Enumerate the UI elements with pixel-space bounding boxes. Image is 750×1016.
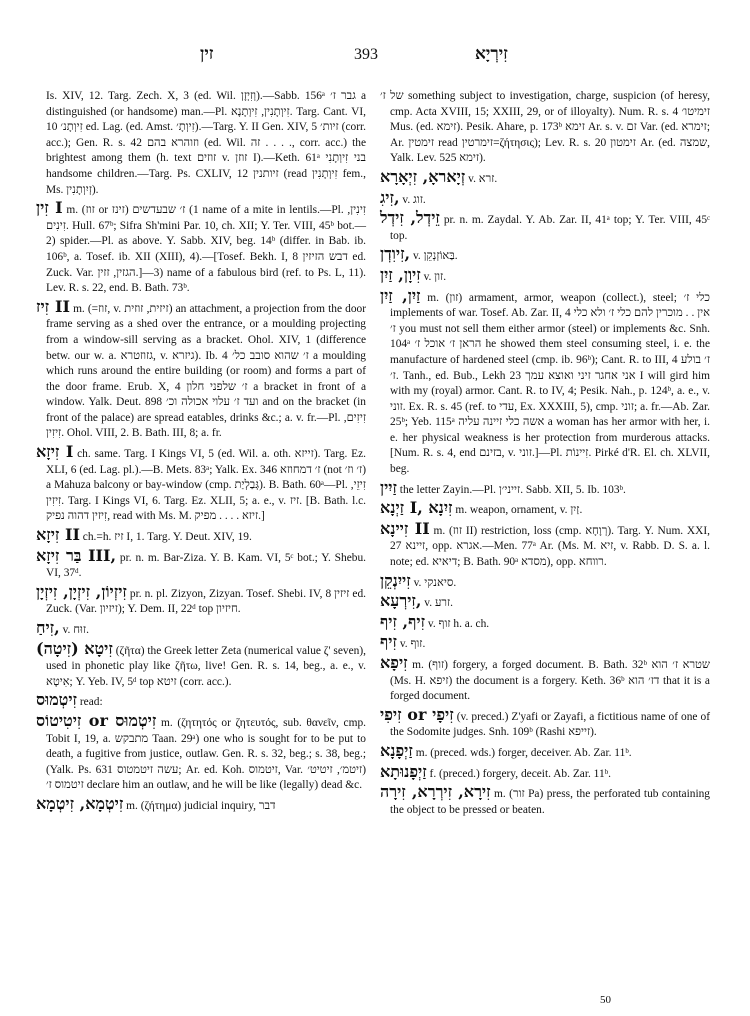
- entry-definition: read:: [79, 696, 103, 709]
- entry-definition: v. זוף h. a. ch.: [427, 617, 490, 630]
- entry-definition: (ζῆτα) the Greek letter Zeta (numerical value ζ' seven), used in phonetic play like ζῆτω, live! Gen. R. s. 14, beg., a. e., v. אִיטָא; Y. Yeb. IV, 5ᵈ top זיטא (corr. acc.).: [46, 644, 366, 688]
- dictionary-entry: [36, 547, 366, 582]
- dictionary-entry: [36, 298, 366, 442]
- dictionary-entry: [380, 654, 710, 705]
- entry-headword: זִיזְיוֹן, זִיזְיָן, זִיזְיָן: [36, 581, 127, 601]
- dictionary-entry: [380, 706, 710, 741]
- dictionary-entry: [380, 287, 710, 478]
- entry-headword: זִיטָא (זִיטָה): [36, 638, 113, 658]
- entry-definition: pr. n. pl. Zizyon, Zizyan. Tosef. Shebi. IV, 8 זיזין ed. Zuck. (Var. זיזיון); Y. Dem. II, 22ᵈ top חיזיון.: [46, 587, 366, 616]
- entry-definition: ch. same. Targ. I Kings VI, 5 (ed. Wil. a. oth. זייזא). Targ. Ez. XLI, 6 (ed. Lag. pl.).—B. Mets. 83ᵃ; Yalk. Ex. 346 ז׳ דמחוזא (not ז׳ וז׳) a Mahuza balcony or bay-window (cmp. גְּבַלְיַת). B. Bath. 60ᵃ—Pl. זִיזֵי, זִיזִין. Targ. I Kings VI, 6. Targ. Ez. XLII, 5; a. e., v. זיז. [B. Bath. l.c. זִיזין דהוה נפיק, read with Ms. M. זיזא . . . . מפיק.]: [46, 448, 366, 523]
- entry-headword: זִייִנְקֵן: [380, 570, 411, 590]
- entry-headword: בַּר זִיזָא III,: [36, 545, 117, 565]
- entry-definition: v. זרא.: [468, 172, 498, 185]
- entry-headword: זִירָא, זִירְרָא, זִירָה: [380, 782, 491, 802]
- entry-headword: זִיפִי or זִיפָי: [380, 704, 454, 724]
- entry-definition: m. (זון) armament, armor, weapon (collect.), steel; כלי ז׳ implements of war. Tosef. Ab. Zar. II, 4 אין . . מוכרין להם כלי ז׳ ולא כלי ז׳ you must not sell them either armor (steel) or implements &c. Snh. 104ᵃ הראן ז׳ אוכל ז׳ he showed them steel consuming steel, i. e. the manufacture of hardened steel (cmp. ib. 96ᵇ); Cant. R. to III, 4 ז׳ בולע ז׳. Tanh., ed. Bub., Lekh 23 אני אחגר זיני ואוצא עמך I will gird him with my (royal) armor. Cant. R. to IV, 4; Pesik. Nah., p. 124ᵇ, a. e., v. זוני. Ex. R. s. 45 (ref. to עדי, Ex. XXXIII, 5), cmp. זוני; a. fr.—Ab. Zar. 25ᵇ; Yeb. 115ᵃ אשה כלי זיינה עליה a woman has her armor with her, i. e. her physical weakness is her protection from murderous attacks. [Num. R. s. 4, end בזינם, v. זוני.]—Pl. זִיינוֹת. Pirké d'R. El. ch. XLVII, beg.: [390, 291, 710, 476]
- dictionary-entry: [380, 572, 710, 592]
- entry-headword: זִיזָא I: [36, 442, 74, 462]
- entry-definition: v. זוף.: [399, 638, 426, 651]
- dictionary-entry: [36, 640, 366, 691]
- entry-headword: זִיטְמָא, זִיטְמָא: [36, 793, 124, 813]
- entry-definition: m. (=זוז, v. זיזית, זוזית) an attachment, a projection from the door frame serving as a shed over the entrance, or a moulding projecting from a window-sill serving as a bracket. Ohol. XIV, 1 (difference betw. our w. a. גזוזטרא, v. גיזרא). Ib. 4 ז׳ שהוא סובב כל׳ a moulding which runs around the entire building (or room) and forms a part of the door frame. Erub. X, 4 ז׳ שלפני חלון a bracket in front of a window. Yalk. Deut. 898 ועד ז׳ עלוי אכולה וכ׳ and on the bracket (in front of the palace) are spread eatables, drinks &c.; a. v. fr.—Pl. זִיזִים, זִיזִין. Ohol. VIII, 2. B. Bath. III, 8; a. fr.: [46, 302, 367, 440]
- entry-headword: זִיינָא II: [380, 518, 430, 538]
- entry-definition: Is. XIV, 12. Targ. Zech. X, 3 (ed. Wil. וְזִיְזָן).—Sabb. 156ᵃ גבר ז׳ a distinguished (or handsome) man.—Pl. זִיוְתָנִין, זִיוְתָנָא. Targ. Cant. VI, 10 זִיוְתָנ׳ ed. Lag. (ed. Amst. זִיוְתָ׳).—Targ. Y. II Gen. XIV, 5 זיות׳ (corr. acc.); Gen. R. s. 42 וזוהרא בהם (ed. Wil. זה . . . ., corr. acc.) the brightest among them (h. text זוזים v. זוזן I).—Keth. 61ᵃ בני זִיוְתָנִי handsome children.—Targ. Ps. CXLIV, 12 זיותנין (read זִיוְתָנִין fem., Ms. זְיִוְתָנִין).: [46, 90, 367, 196]
- entry-headword: זַיִין: [380, 477, 397, 497]
- dictionary-entry: [380, 783, 710, 818]
- entry-definition: v. זון.: [423, 270, 447, 283]
- dictionary-entry: [36, 583, 366, 618]
- dictionary-entry: [380, 89, 710, 167]
- entry-definition: m. (ζητητός or ζητευτός, sub. θανεῖν, cmp. Tobit I, 19, a. מתבקש Taan. 29ᵃ) one who is sought for to be put to death, a fugitive from justice, outlaw. Gen. R. s. 32, beg.; s. 38, beg.; (Yalk. Ps. 631 עשה זיטמטוס; Ar. ed. Koh. זיטמוס, Var. זיטמ׳, זיטיט׳) זיטמוס ז׳ declare him an outlaw, and he will be like (legally) dead &c.: [46, 716, 367, 792]
- dictionary-entry: [380, 168, 710, 188]
- entry-definition: של ז׳ something subject to investigation, charge, suspicion (of heresy, cmp. Acta XVIII, 15; XXIII, 29, or of illoyalty). Num. R. s. 4 זימיטו׳ Mus. (ed. זימא). Pesik. Ahare, p. 173ᵇ זימא Ar. s. v. זם Var. (ed. זימרא; Ar. זימטין read זימרטין=ζήτησις); Lev. R. s. 20 זימטון Ar. (ed. שמצה, Yalk. Lev. 525 זימא).: [380, 90, 711, 165]
- dictionary-entry: [36, 795, 366, 815]
- dictionary-entry: [36, 691, 366, 711]
- entry-definition: pr. n. m. Bar-Ziza. Y. B. Kam. VI, 5ᶜ bot.; Y. Shebu. VI, 37ᵈ.: [46, 551, 366, 580]
- entry-headword: זִיף, זִיף: [380, 611, 426, 631]
- running-head-left: זין: [200, 44, 214, 64]
- entry-headword: זְיָאראָ, זִיְאָרָא: [380, 166, 466, 186]
- dictionary-entry: [380, 209, 710, 244]
- entry-headword: זִיפָא: [380, 653, 408, 672]
- entry-definition: m. (זוז II) restriction, loss (cmp. רְוָחָא). Targ. Y. Num. XXI, 27 זיינא, opp. אגרא.—Men. 77ᵃ Ar. (Ms. M. זיא, v. Rabb. D. S. a. l. note; ed. דיאיא; B. Bath. 90ᵃ מסדא), opp. רווחא.: [390, 524, 710, 569]
- entry-headword: זִיגִ,: [380, 187, 400, 207]
- dictionary-entry: [36, 526, 366, 546]
- entry-headword: זַיְפָנָא: [380, 740, 413, 760]
- page-number: 393: [354, 46, 378, 63]
- entry-headword: זַיְפָנוּתָא: [380, 761, 427, 781]
- sheet-number: 50: [600, 994, 611, 1006]
- entry-definition: m. weapon, ornament, v. זַיִן.: [455, 504, 583, 517]
- entry-definition: v. זרע.: [424, 597, 454, 610]
- entry-headword: זִיוִדְן,: [380, 244, 411, 264]
- entry-definition: m. (זור Pa) press, the perforated tub containing the object to be pressed or beaten.: [390, 788, 710, 816]
- entry-definition: m. (preced. wds.) forger, deceiver. Ab. Zar. 11ᵇ.: [415, 746, 632, 759]
- entry-headword: זִיז II: [36, 296, 70, 316]
- entry-definition: m. (זוף) forgery, a forged document. B. Bath. 32ᵇ שטרא ז׳ הוא (Ms. H. זיפא) the document is a forgery. Keth. 36ᵇ דז׳ הוא that it is a forged document.: [390, 659, 710, 703]
- entry-headword: זַיְנָא I, זִיִנָא: [380, 498, 453, 518]
- entry-headword: זֵידְל, זִידְל: [380, 208, 440, 228]
- entry-headword: זַיִן, זַיִן: [380, 285, 421, 305]
- entry-definition: the letter Zayin.—Pl. זייני׳ן. Sabb. XII, 5. Ib. 103ᵇ.: [399, 483, 626, 496]
- entry-definition: m. (ζήτημα) judicial inquiry, דבר: [126, 799, 276, 812]
- dictionary-entry: [380, 592, 710, 612]
- entry-definition: f. (preced.) forgery, deceit. Ab. Zar. 11ᵇ.: [429, 767, 612, 780]
- entry-headword: זִיטִיטוֹס or זִיטְמוּס: [36, 710, 157, 730]
- entry-headword: זִיוָן, זַיִן: [380, 264, 421, 284]
- dictionary-entry: [36, 199, 366, 297]
- entry-definition: v. זוּח.: [62, 624, 89, 636]
- dictionary-entry: [380, 479, 710, 499]
- dictionary-entry: [380, 763, 710, 783]
- dictionary-entry: [380, 245, 710, 265]
- entry-headword: זִיטְמוּס: [36, 690, 77, 710]
- entry-definition: v. סיאנקי.: [413, 576, 457, 589]
- dictionary-entry: [36, 443, 366, 525]
- entry-headword: זִין I: [36, 198, 63, 218]
- running-head-right: זִירְיָא: [475, 44, 508, 64]
- entry-definition: pr. n. m. Zaydal. Y. Ab. Zar. II, 41ᵃ top; Y. Ter. VIII, 45ᶜ top.: [390, 214, 710, 242]
- dictionary-entry: [380, 633, 710, 653]
- entry-headword: זִירְעָא,: [380, 591, 422, 611]
- dictionary-entry: [380, 266, 710, 286]
- entry-headword: זִיזָא II: [36, 525, 80, 545]
- entry-definition: ch.=h. זיז I, 1. Targ. Y. Deut. XIV, 19.: [82, 531, 252, 544]
- entry-definition: m. (זוז or זינז) 1) ז׳ שבעדשים name of a mite in lentils.—Pl. זִינִין, זִינִים. Hull. 67ᵇ; Sifra Sh'mini Par. 10, ch. XII; Y. Ter. VIII, 45ᵇ bot.—2) spider.—Pl. as above. Y. Sabb. XIV, beg. 14ᵇ (differ. in Bab. ib. 106ᵇ, a. Tosef. ib. XII (XIII), 4).—[Tosef. Bekh. I, 8 דבש הזיזין ed. Zuck. Var. הגזין, זזין.]—3) name of a fabulous bird (ref. to Ps. L, 11). Lev. R. s. 22, end. B. Bath. 73ᵇ.: [46, 204, 366, 295]
- dictionary-entry: [380, 499, 710, 519]
- dictionary-entry: [36, 712, 366, 794]
- entry-definition: v. זוג.: [402, 193, 426, 206]
- dictionary-entry: [36, 89, 366, 198]
- entry-headword: זִיחַ,: [36, 618, 60, 637]
- dictionary-entry: [380, 189, 710, 209]
- entry-definition: v. בַּאוֹזְנְקֵן.: [412, 250, 458, 263]
- entry-headword: זִיף: [380, 632, 397, 652]
- dictionary-entry: [380, 613, 710, 633]
- right-column: [380, 88, 710, 818]
- entry-definition: (v. preced.) Z'yafi or Zayafi, a fictitious name of one of the Sodomite judges. Snh. 109ᵇ (Rashi זייפא).: [390, 710, 710, 739]
- left-column: [36, 88, 366, 815]
- dictionary-entry: [36, 619, 366, 639]
- dictionary-entry: [380, 520, 710, 571]
- dictionary-entry: [380, 742, 710, 762]
